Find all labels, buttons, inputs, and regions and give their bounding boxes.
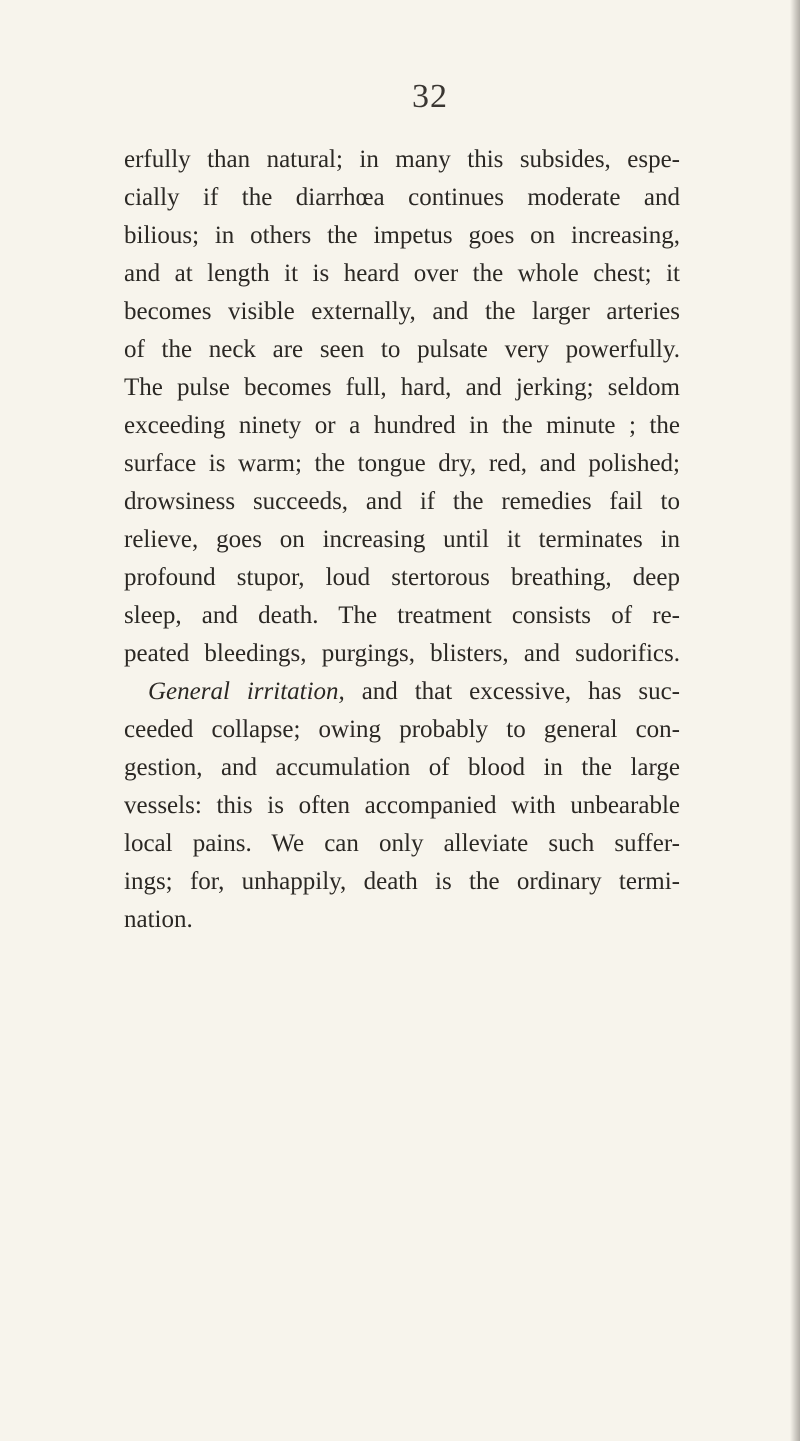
text-line: nation. xyxy=(124,906,193,933)
text-line: gestion, and accumulation of blood in the large xyxy=(124,754,680,781)
text-line: drowsiness succeeds, and if the remedies fail to xyxy=(124,488,680,515)
text-line xyxy=(148,679,680,704)
text-line: peated bleedings, purgings, blisters, and sudorifics. xyxy=(124,640,680,667)
text-line: erfully than natural; in many this subsides, espe- xyxy=(124,146,680,173)
text-line: The pulse becomes full, hard, and jerking; seldom xyxy=(124,374,680,401)
text-line: ceeded collapse; owing probably to general con- xyxy=(124,716,680,743)
text-line: bilious; in others the impetus goes on increasing, xyxy=(124,222,680,249)
text-line: local pains. We can only alleviate such suffer- xyxy=(124,830,680,857)
text-line: relieve, goes on increasing until it terminates in xyxy=(124,526,680,553)
text-line: exceeding ninety or a hundred in the minute ; the xyxy=(124,412,680,439)
text-line: sleep, and death. The treatment consists of re- xyxy=(124,602,680,629)
page-edge-shadow xyxy=(790,0,800,1441)
text-line-rest: and that excessive, has suc- xyxy=(344,678,680,705)
text-line: surface is warm; the tongue dry, red, and polished; xyxy=(124,450,680,477)
text-line: profound stupor, loud stertorous breathing, deep xyxy=(124,564,680,591)
text-line: ings; for, unhappily, death is the ordinary termi- xyxy=(124,868,680,895)
text-line: of the neck are seen to pulsate very powerfully. xyxy=(124,336,680,363)
text-line: and at length it is heard over the whole chest; it xyxy=(124,260,680,287)
italic-phrase: General irritation, xyxy=(148,678,345,705)
text-line: cially if the diarrhœa continues moderate and xyxy=(124,184,680,211)
page-number: 32 xyxy=(412,78,448,115)
text-line: vessels: this is often accompanied with unbearable xyxy=(124,792,680,819)
text-line: becomes visible externally, and the larger arteries xyxy=(124,298,680,325)
